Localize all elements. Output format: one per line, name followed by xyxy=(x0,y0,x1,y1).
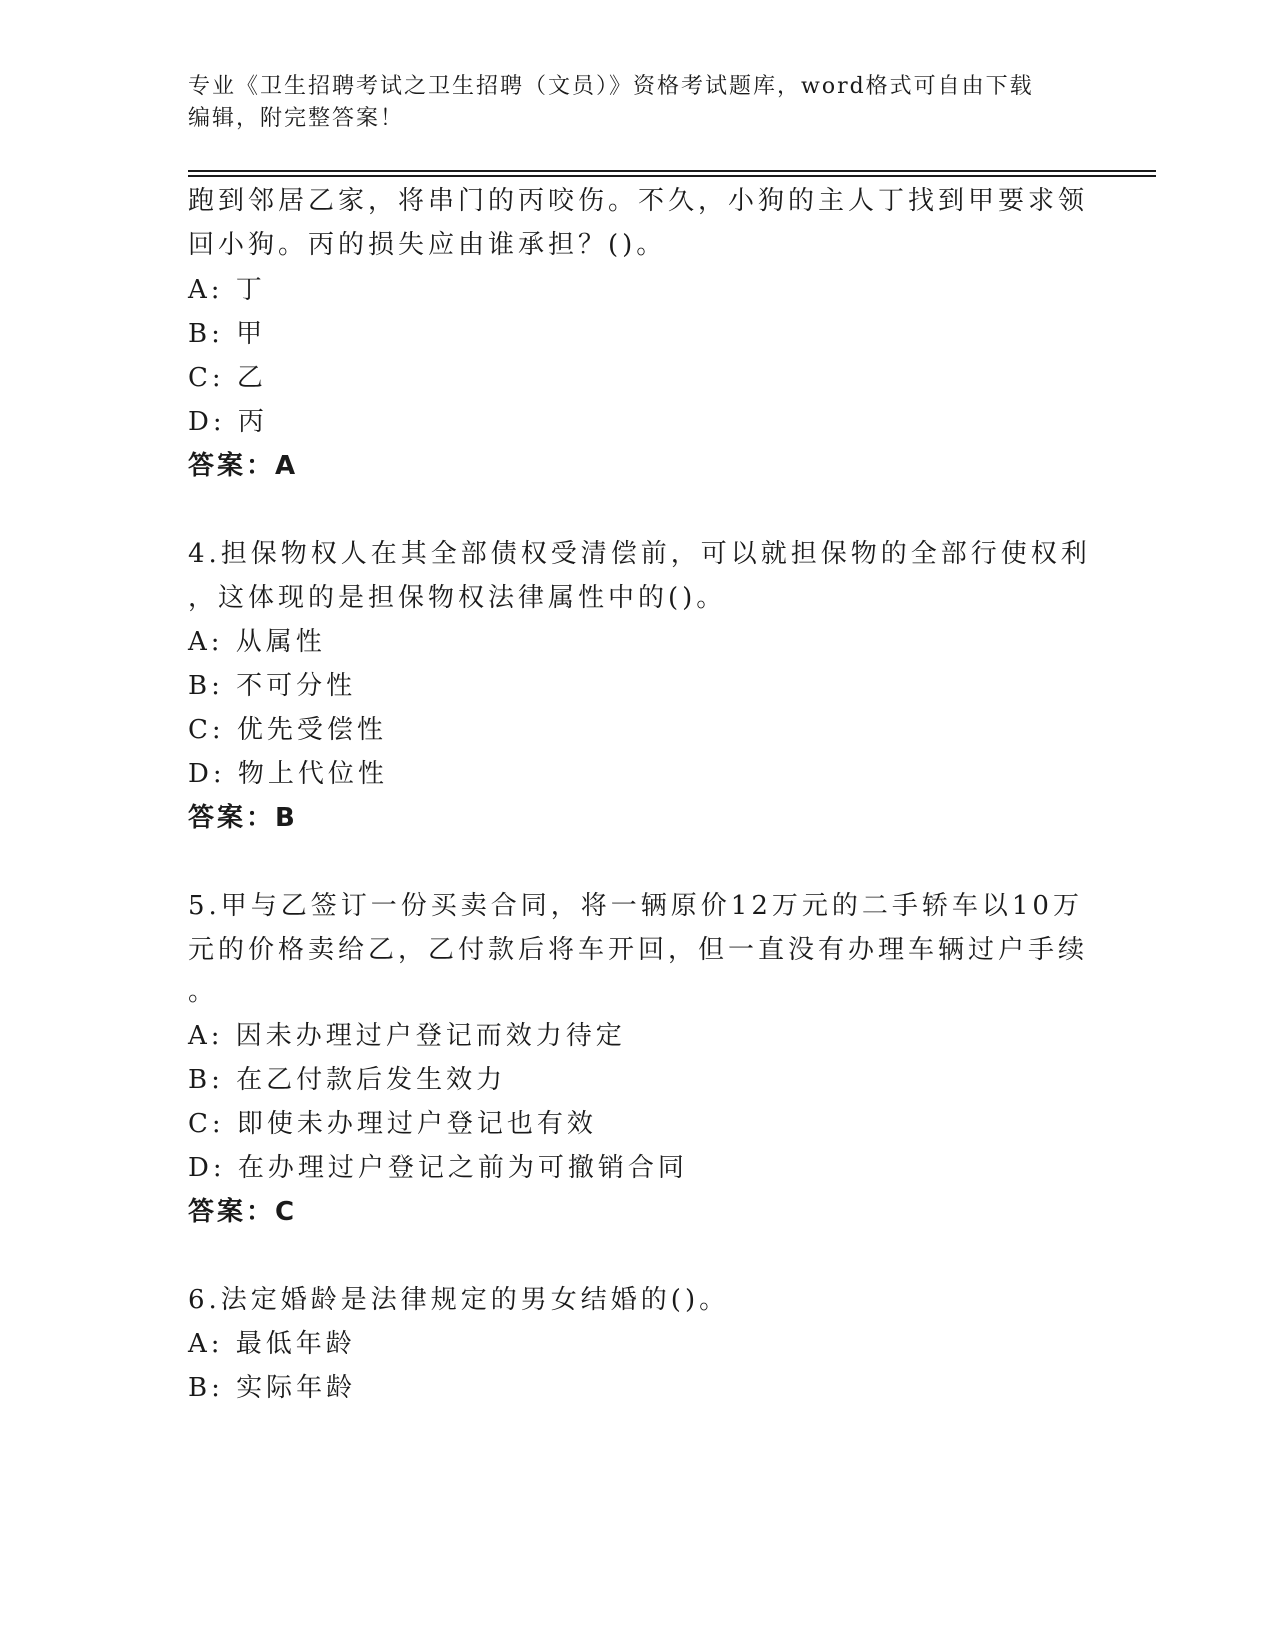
question-4-text-line1: 4.担保物权人在其全部债权受清偿前，可以就担保物的全部行使权利 xyxy=(188,539,1091,569)
header-title-line2: 编辑，附完整答案！ xyxy=(188,106,405,131)
question-5-text-line3: 。 xyxy=(188,977,219,1007)
question-3-option-a: A: 丁 xyxy=(188,275,266,305)
question-5-answer: 答案：C xyxy=(188,1197,298,1227)
question-4-option-c: C: 优先受偿性 xyxy=(188,715,387,745)
question-4-option-d: D: 物上代位性 xyxy=(188,759,388,789)
question-5-option-c: C: 即使未办理过户登记也有效 xyxy=(188,1109,597,1139)
question-4-answer: 答案：B xyxy=(188,803,298,833)
question-3-text-line1: 跑到邻居乙家，将串门的丙咬伤。不久，小狗的主人丁找到甲要求领 xyxy=(188,186,1089,216)
question-5-text-line2: 元的价格卖给乙，乙付款后将车开回，但一直没有办理车辆过户手续 xyxy=(188,935,1089,965)
header-rule-bottom xyxy=(188,175,1156,177)
question-5-option-a: A: 因未办理过户登记而效力待定 xyxy=(188,1021,626,1051)
question-3-answer: 答案：A xyxy=(188,451,299,481)
question-3-text-line2: 回小狗。丙的损失应由谁承担？()。 xyxy=(188,230,667,260)
question-5-text-line1: 5.甲与乙签订一份买卖合同，将一辆原价12万元的二手轿车以10万 xyxy=(188,891,1083,921)
question-3-option-b: B: 甲 xyxy=(188,319,267,349)
question-4-text-line2: ，这体现的是担保物权法律属性中的()。 xyxy=(188,583,727,613)
question-6-text-line1: 6.法定婚龄是法律规定的男女结婚的()。 xyxy=(188,1285,730,1315)
question-6-option-b: B: 实际年龄 xyxy=(188,1373,357,1403)
question-4-option-a: A: 从属性 xyxy=(188,627,326,657)
question-5-option-b: B: 在乙付款后发生效力 xyxy=(188,1065,507,1095)
header-rule-top xyxy=(188,170,1156,172)
question-3-option-c: C: 乙 xyxy=(188,363,267,393)
question-5-option-d: D: 在办理过户登记之前为可撤销合同 xyxy=(188,1153,688,1183)
header-title-line1: 专业《卫生招聘考试之卫生招聘（文员）》资格考试题库，word格式可自由下载 xyxy=(188,74,1034,99)
question-6-option-a: A: 最低年龄 xyxy=(188,1329,356,1359)
question-4-option-b: B: 不可分性 xyxy=(188,671,357,701)
question-3-option-d: D: 丙 xyxy=(188,407,268,437)
